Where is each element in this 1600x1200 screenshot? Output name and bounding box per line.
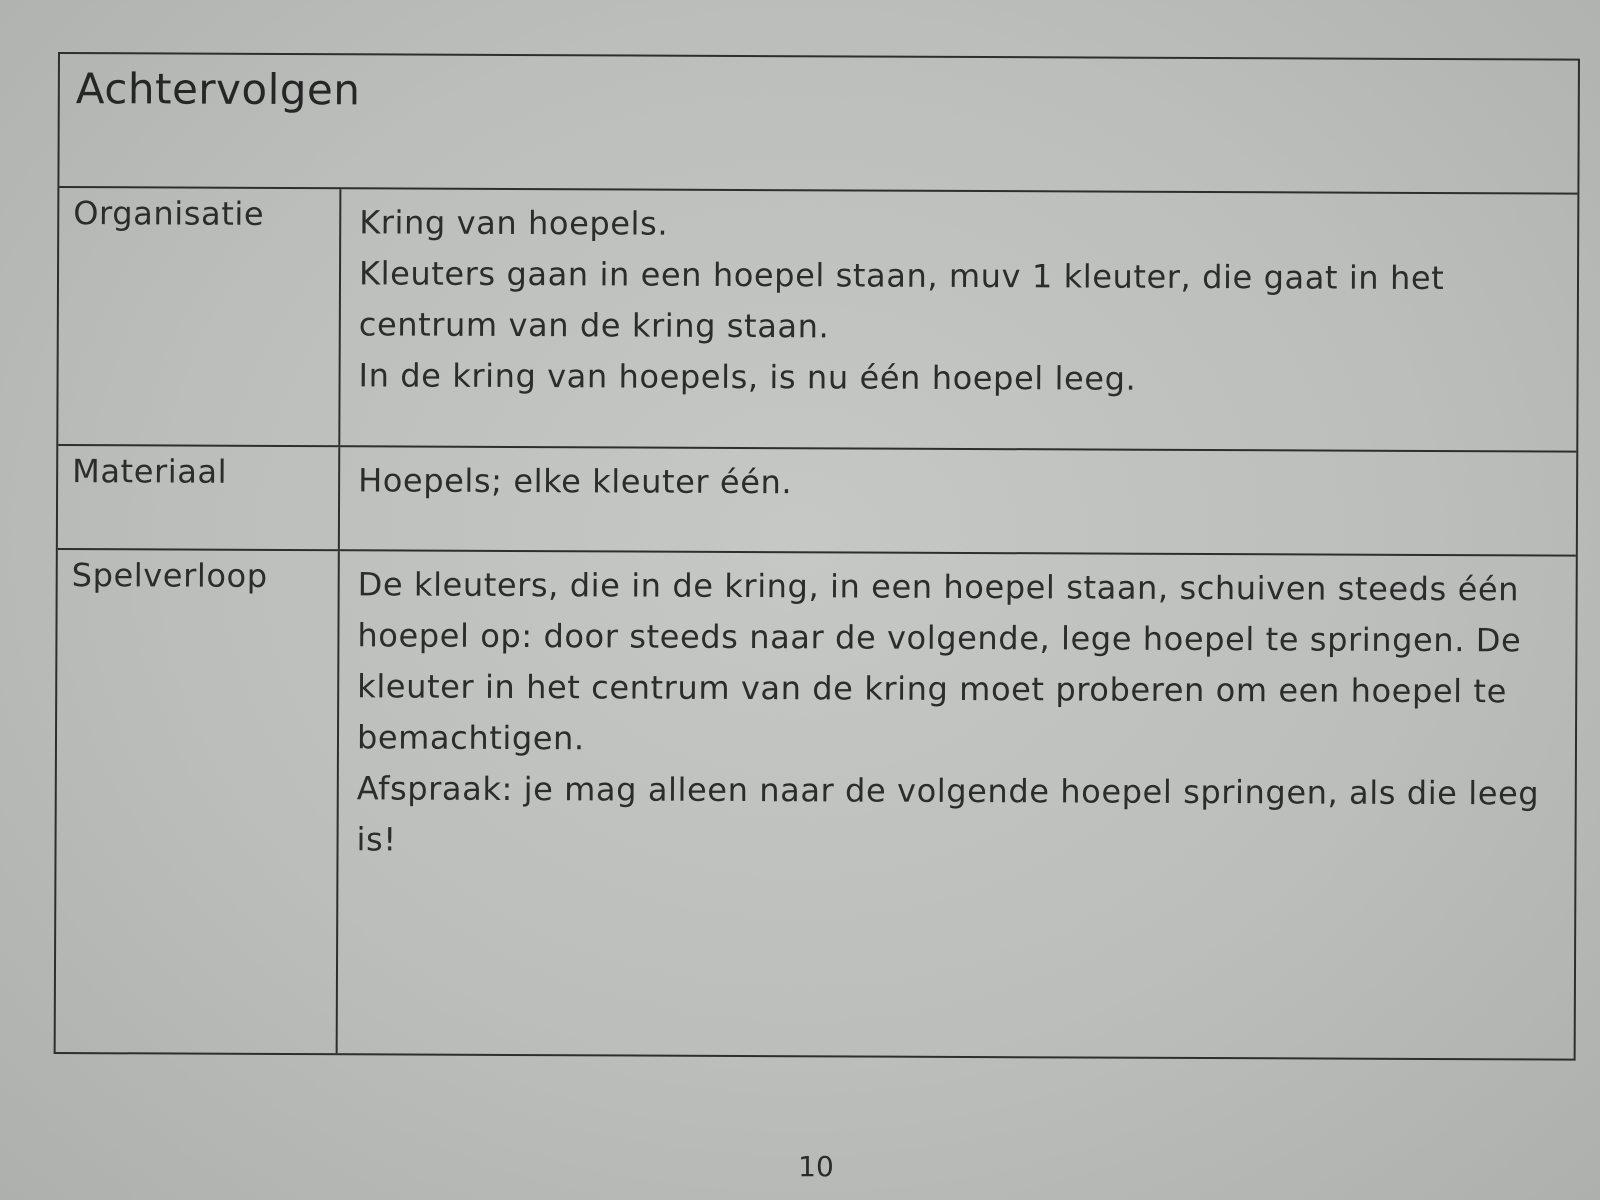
row-content-spelverloop [338,551,1576,1058]
table-row-organisatie [58,188,1577,453]
paragraph: Afspraak: je mag alleen naar de volgende hoepel springen, als die leeg is! [356,769,1540,859]
title-row [59,54,1578,195]
paragraph: In de kring van hoepels, is nu één hoepel leeg. [358,356,1137,398]
row-label-materiaal: Materiaal [58,446,340,549]
row-label-organisatie: Organisatie [58,188,341,445]
page-title: Achtervolgen [75,64,361,115]
paragraph: Hoepels; elke kleuter één. [358,461,793,502]
row-content-organisatie [340,189,1577,450]
table-row-materiaal [58,446,1576,557]
row-label-spelverloop: Spelverloop [56,550,340,1053]
paragraph: Kring van hoepels. [359,203,669,243]
paragraph: Kleuters gaan in een hoepel staan, muv 1 kleuter, die gaat in het centrum van de kring staan. [358,254,1445,346]
page-number: 10 [798,1150,834,1183]
row-content-materiaal [340,447,1576,554]
table-row-spelverloop [56,550,1576,1059]
activity-table [54,52,1580,1061]
paragraph: De kleuters, die in de kring, in een hoepel staan, schuiven steeds één hoepel op: door steeds naar de volgende, lege hoepel te springen. De kleuter in het centrum van de kring moet proberen om een hoepel te bemachtigen. [356,565,1522,758]
